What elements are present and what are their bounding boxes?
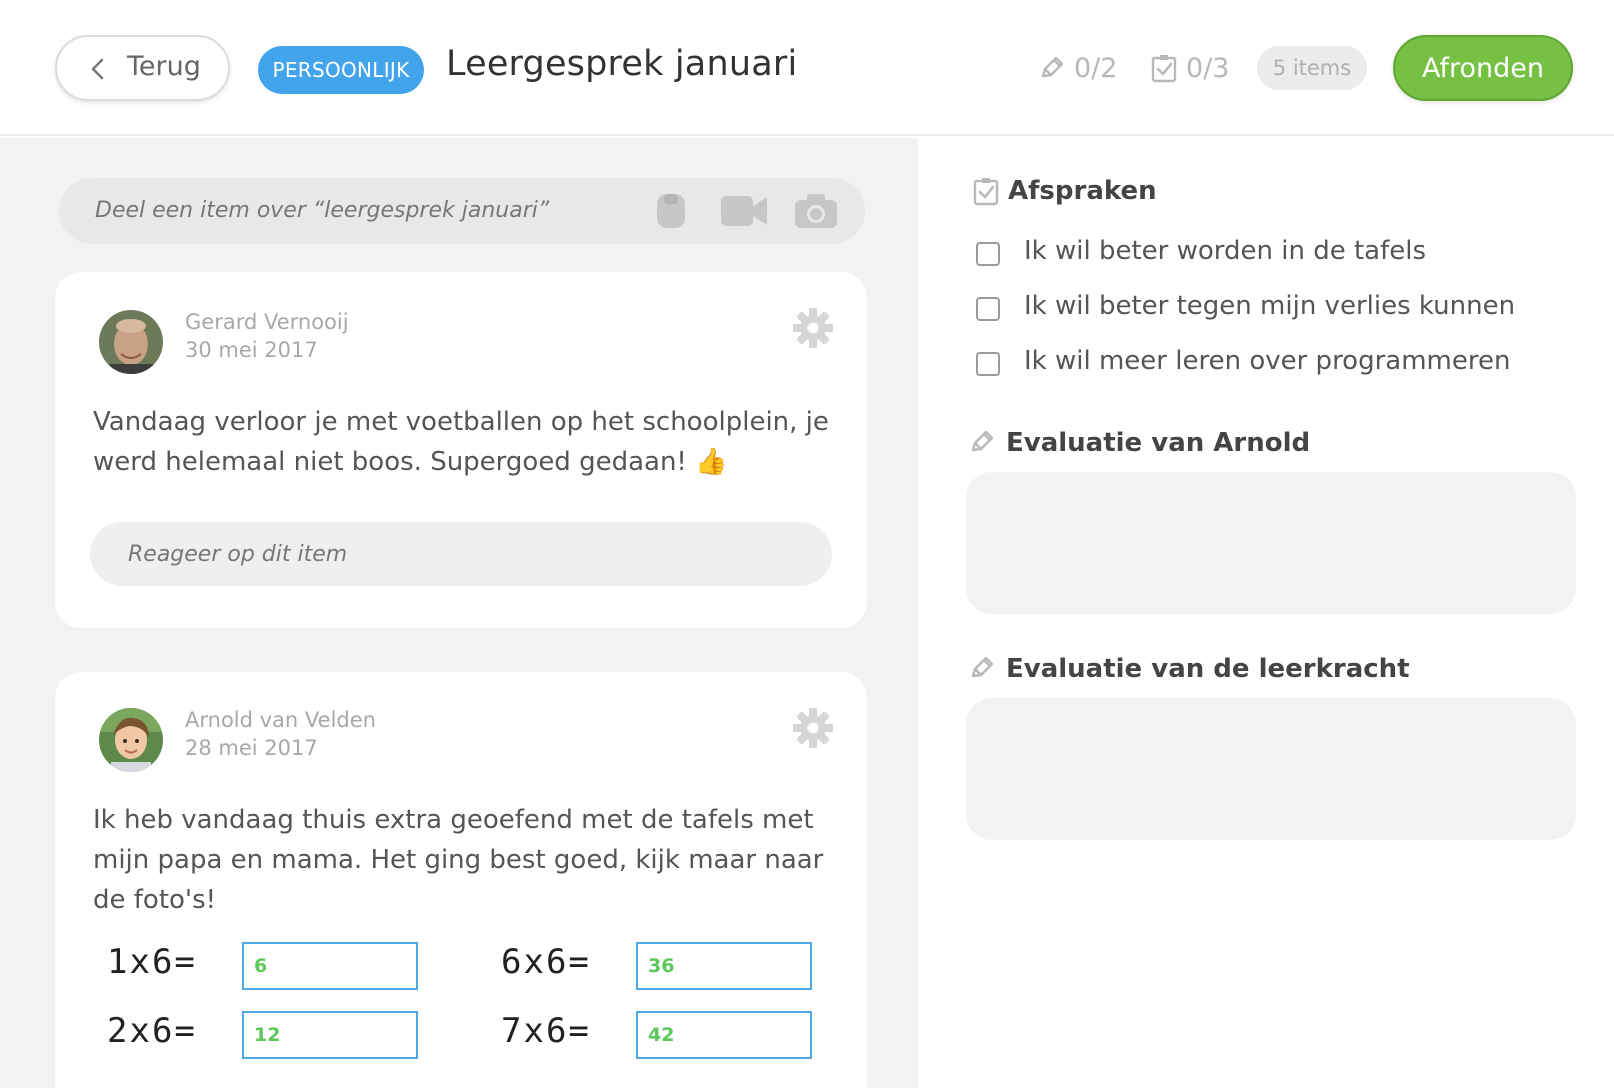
clipboard-check-icon	[1150, 53, 1178, 83]
photo-camera-icon[interactable]	[793, 192, 839, 230]
touch-icon[interactable]	[655, 192, 687, 230]
agreement-count: 0/3	[1186, 52, 1230, 84]
agreement-item[interactable]	[976, 291, 1516, 321]
teacher-evaluation-field[interactable]	[966, 698, 1576, 840]
agreement-checkbox[interactable]	[976, 352, 1000, 376]
back-button[interactable]	[55, 35, 230, 101]
worksheet-answer: 12	[242, 1011, 418, 1059]
agreement-label: Ik wil beter tegen mijn verlies kunnen	[1024, 291, 1516, 321]
post-date: 30 mei 2017	[185, 338, 318, 362]
post-author: Arnold van Velden	[185, 708, 376, 732]
teacher-evaluation-heading: Evaluatie van de leerkracht	[1006, 654, 1410, 684]
agreement-item[interactable]	[976, 346, 1511, 376]
post-card	[55, 672, 867, 1088]
post-card	[55, 272, 867, 628]
agreement-counter	[1150, 48, 1229, 88]
item-feed	[0, 138, 918, 1088]
top-bar	[0, 0, 1614, 136]
share-item-bar[interactable]	[59, 178, 865, 244]
gear-icon[interactable]	[791, 706, 835, 750]
finish-button[interactable]: Afronden	[1393, 35, 1573, 101]
worksheet-question: 7x6=	[501, 1011, 591, 1051]
worksheet-answer: 6	[242, 942, 418, 990]
agreement-checkbox[interactable]	[976, 297, 1000, 321]
evaluation-count: 0/2	[1074, 52, 1118, 84]
worksheet-answer: 42	[636, 1011, 812, 1059]
post-text: Ik heb vandaag thuis extra geoefend met de tafels met mijn papa en mama. Het ging best goed, kijk maar naar de foto's!	[93, 805, 824, 915]
back-button-label: Terug	[127, 51, 201, 82]
share-item-placeholder: Deel een item over “leergesprek januari”	[95, 198, 550, 223]
evaluation-counter	[1038, 48, 1117, 88]
category-badge: PERSOONLIJK	[258, 46, 424, 94]
worksheet-question: 2x6=	[107, 1011, 197, 1051]
post-date: 28 mei 2017	[185, 736, 318, 760]
agreement-label: Ik wil beter worden in de tafels	[1024, 236, 1427, 266]
avatar	[99, 708, 163, 772]
student-evaluation-heading: Evaluatie van Arnold	[1006, 428, 1311, 458]
avatar	[99, 310, 163, 374]
post-author: Gerard Vernooij	[185, 310, 349, 334]
student-evaluation-field[interactable]	[966, 472, 1576, 614]
worksheet-question: 6x6=	[501, 942, 591, 982]
agreement-checkbox[interactable]	[976, 242, 1000, 266]
gear-icon[interactable]	[791, 306, 835, 350]
chevron-left-icon	[87, 58, 109, 80]
pencil-icon	[968, 428, 996, 456]
comment-input[interactable]	[90, 522, 832, 586]
worksheet-question: 1x6=	[107, 942, 197, 982]
clipboard-check-icon	[972, 176, 1000, 206]
conversation-panel	[920, 138, 1614, 1088]
pencil-icon	[1038, 54, 1066, 82]
agreements-heading: Afspraken	[1008, 176, 1157, 206]
pencil-icon	[968, 654, 996, 682]
page-title: Leergesprek januari	[446, 44, 798, 84]
agreement-item[interactable]	[976, 236, 1427, 266]
worksheet-answer: 36	[636, 942, 812, 990]
agreement-label: Ik wil meer leren over programmeren	[1024, 346, 1511, 376]
post-text: Vandaag verloor je met voetballen op het schoolplein, je werd helemaal niet boos. Supergoed gedaan! 👍	[93, 407, 829, 477]
video-camera-icon[interactable]	[719, 192, 769, 230]
items-count-badge: 5 items	[1257, 46, 1367, 90]
